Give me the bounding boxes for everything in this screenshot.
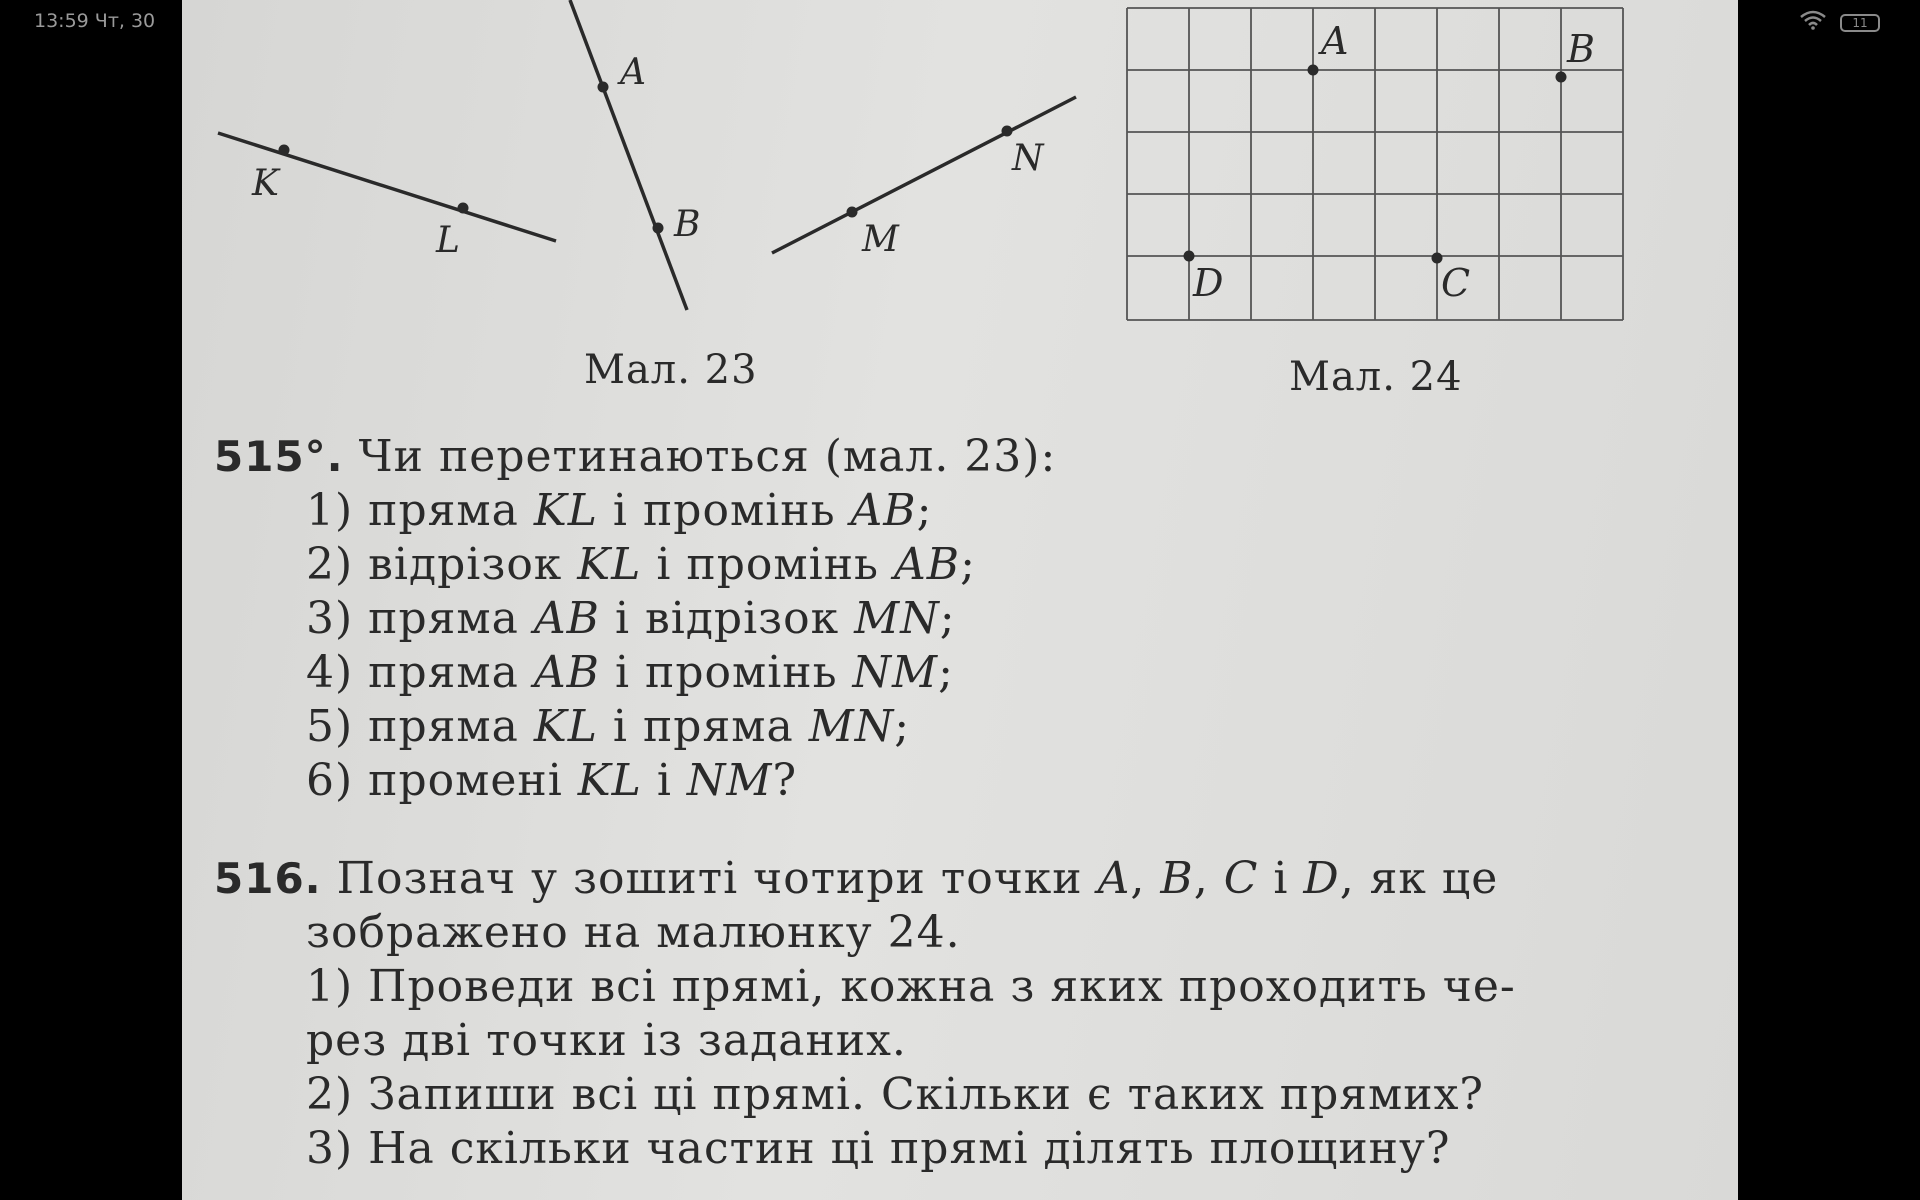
figure-24 (1125, 6, 1635, 336)
problem-515-title: Чи перетинаються (мал. 23): (358, 431, 1057, 482)
point-k (279, 145, 290, 156)
grid-point-a (1308, 65, 1319, 76)
figure-23-caption: Мал. 23 (584, 347, 758, 393)
problem-515-item: 2) відрізок KL і промінь AB; (306, 539, 976, 590)
label-m: M (862, 219, 899, 260)
point-a (598, 82, 609, 93)
problem-515 (214, 430, 1056, 808)
problem-516-heading: 516. Познач у зошиті чотири точки A, B, C і D, як це (214, 853, 1499, 904)
point-l (458, 203, 469, 214)
label-n: N (1012, 138, 1044, 179)
problem-515-number: 515°. (214, 432, 344, 481)
label-k: K (252, 163, 279, 204)
grid-label-a: A (1321, 19, 1349, 63)
problem-515-heading (214, 430, 1056, 484)
status-icons (1800, 10, 1880, 35)
problem-515-item: 6) промені KL і NM? (306, 755, 798, 806)
problem-516-item: рез дві точки із заданих. (306, 1015, 907, 1066)
point-m (847, 207, 858, 218)
problem-515-item: 4) пряма AB і промінь NM; (306, 647, 954, 698)
problem-516-item: 1) Проведи всі прямі, кожна з яких проходить че- (306, 961, 1516, 1012)
problem-515-item: 3) пряма AB і відрізок MN; (306, 593, 956, 644)
problem-515-item: 5) пряма KL і пряма MN; (306, 701, 911, 752)
label-a: A (620, 52, 646, 93)
grid-label-b: B (1567, 27, 1595, 71)
textbook-page (182, 0, 1738, 1200)
point-n (1002, 126, 1013, 137)
ray-ab (570, 0, 687, 310)
grid-label-d: D (1193, 261, 1224, 305)
problem-516-number: 516. (214, 854, 322, 903)
problem-516-intro-cont: зображено на малюнку 24. (306, 907, 961, 958)
label-b: B (674, 204, 701, 245)
wifi-icon (1800, 10, 1826, 35)
figure-24-caption: Мал. 24 (1289, 354, 1463, 400)
point-b (653, 223, 664, 234)
problem-515-item: 1) пряма KL і промінь AB; (306, 485, 933, 536)
grid-label-c: C (1441, 261, 1471, 305)
grid-point-d (1184, 251, 1195, 262)
figure-23 (182, 0, 1082, 360)
grid-point-b (1556, 72, 1567, 83)
label-l: L (436, 220, 460, 261)
problem-516-item: 2) Запиши всі ці прямі. Скільки є таких прямих? (306, 1069, 1485, 1120)
battery-icon: 11 (1840, 14, 1880, 32)
status-time: 13:59 Чт, 30 (34, 10, 156, 32)
problem-516 (214, 852, 1516, 1176)
problem-516-item: 3) На скільки частин ці прямі ділять площину? (306, 1123, 1451, 1174)
